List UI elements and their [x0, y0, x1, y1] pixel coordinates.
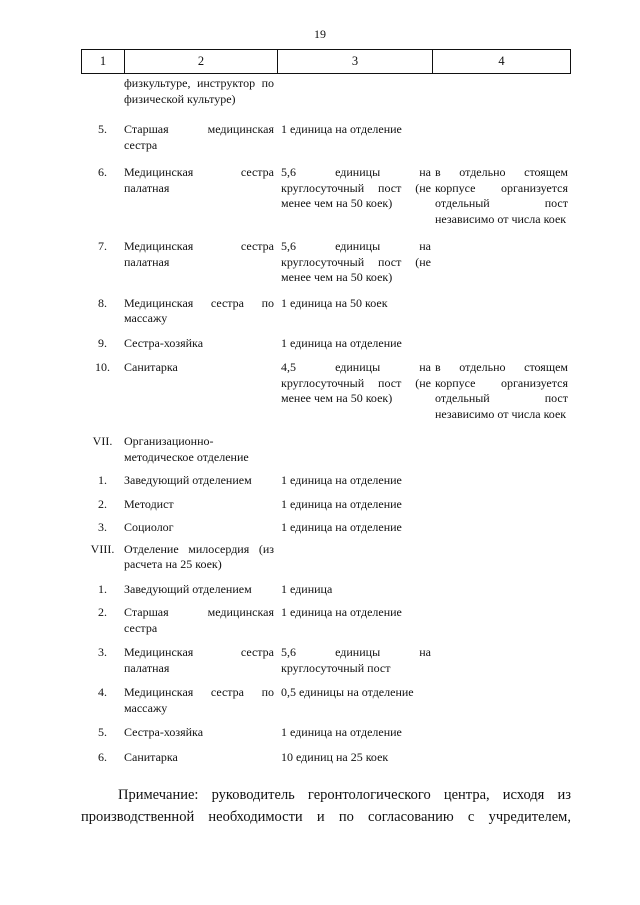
staff-norm: 0,5 единицы на отделение	[281, 685, 414, 699]
row-note	[431, 473, 568, 489]
staff-norm: 10 единиц на 25 коек	[281, 749, 389, 764]
row-number	[81, 76, 124, 107]
position-name: Заведующий отделением	[124, 473, 252, 487]
table-row	[81, 582, 571, 598]
row-number: 3.	[98, 645, 107, 659]
table-row	[81, 122, 571, 153]
staff-norm: 1 единица	[281, 581, 333, 596]
position-name: Заведующий отделением	[124, 581, 252, 596]
position-name: Санитарка	[124, 360, 178, 374]
staff-norm: 1 единица на отделение	[281, 605, 402, 619]
table-row	[81, 239, 571, 286]
table-row	[81, 296, 571, 327]
header-col-1: 1	[82, 50, 125, 73]
row-note	[431, 605, 568, 636]
position-name: Сестра-хозяйка	[124, 335, 204, 350]
table-row	[81, 645, 571, 676]
header-col-3: 3	[278, 50, 433, 73]
table-row	[81, 497, 571, 513]
row-note	[431, 239, 568, 286]
row-number: 1.	[98, 581, 107, 596]
table-row	[81, 473, 571, 489]
staff-norm: 1 единица на отделение	[281, 725, 402, 739]
row-note	[431, 122, 568, 153]
table-row	[81, 336, 571, 352]
staff-norm: 1 единица на отделение	[281, 122, 402, 136]
row-number: 5.	[98, 122, 107, 136]
staff-norm: 5,6 единицы на круглосуточный пост	[281, 645, 431, 675]
position-name: Методист	[124, 496, 174, 511]
table-row	[81, 434, 571, 465]
staff-norm: 1 единица на отделение	[281, 520, 402, 534]
section-title: Отделение милосердия (из расчета на 25 коек)	[124, 541, 274, 571]
header-col-2: 2	[125, 50, 278, 73]
table-row	[81, 360, 571, 422]
row-note	[431, 542, 568, 573]
position-name: Старшая медицинская сестра	[124, 605, 274, 635]
staff-norm	[277, 542, 431, 573]
position-name: Санитарка	[124, 749, 178, 764]
position-name: Сестра-хозяйка	[124, 725, 204, 739]
row-note: в отдельно стоящем корпусе организуется отдельный пост независимо от числа коек	[435, 360, 568, 421]
row-note	[431, 582, 568, 598]
staff-norm	[277, 76, 431, 107]
row-number: 6.	[98, 749, 107, 764]
row-number: VIII.	[90, 541, 115, 556]
row-number: 9.	[98, 335, 107, 350]
staff-norm	[277, 434, 431, 465]
table-row	[81, 76, 571, 107]
row-number: VII.	[92, 434, 113, 448]
table-row	[81, 750, 571, 766]
position-name: Медицинская сестра палатная	[124, 165, 274, 195]
position-name: Медицинская сестра по массажу	[124, 295, 274, 325]
position-name: Социолог	[124, 520, 174, 534]
row-number: 10.	[95, 360, 110, 374]
row-number: 1.	[98, 473, 107, 487]
table-row	[81, 725, 571, 741]
row-number: 6.	[98, 165, 107, 179]
footnote: Примечание: руководитель геронтологического центра, исходя из производственной необходимости и по согласованию с учредителем,	[81, 787, 571, 825]
row-note	[431, 645, 568, 676]
row-number: 7.	[98, 239, 107, 253]
row-note	[431, 520, 568, 536]
table-row	[81, 165, 571, 227]
header-col-4: 4	[498, 54, 505, 68]
row-number: 2.	[98, 496, 107, 511]
table-body	[81, 76, 571, 765]
row-number: 2.	[98, 605, 107, 619]
staff-norm: 1 единица на 50 коек	[281, 295, 388, 310]
row-note	[431, 76, 568, 107]
staff-norm: 5,6 единицы на круглосуточный пост (не менее чем на 50 коек)	[281, 239, 431, 284]
table-row	[81, 605, 571, 636]
row-number: 5.	[98, 725, 107, 739]
row-number: 8.	[98, 295, 107, 310]
table-row	[81, 685, 571, 716]
staff-norm: 5,6 единицы на круглосуточный пост (не менее чем на 50 коек)	[281, 165, 431, 210]
staff-norm: 1 единица на отделение	[281, 335, 402, 350]
table-row	[81, 520, 571, 536]
row-note	[431, 750, 568, 766]
row-note	[431, 434, 568, 465]
page-number: 19	[314, 27, 326, 41]
row-note: в отдельно стоящем корпусе организуется отдельный пост независимо от числа коек	[435, 165, 568, 226]
staff-norm: 1 единица на отделение	[281, 496, 402, 511]
row-number: 4.	[98, 685, 107, 699]
position-name: Старшая медицинская сестра	[124, 122, 274, 152]
staff-norm: 1 единица на отделение	[281, 473, 402, 487]
section-title: Организационно-методическое отделение	[124, 434, 249, 464]
row-note	[431, 336, 568, 352]
row-note	[431, 685, 568, 716]
row-note	[431, 725, 568, 741]
position-name: Медицинская сестра палатная	[124, 645, 274, 675]
staff-norm: 4,5 единицы на круглосуточный пост (не менее чем на 50 коек)	[281, 360, 431, 405]
table-row	[81, 542, 571, 573]
row-note	[431, 497, 568, 513]
position-name: Медицинская сестра по массажу	[124, 685, 274, 715]
table-header	[81, 49, 571, 74]
row-number: 3.	[98, 520, 107, 534]
row-note	[431, 296, 568, 327]
position-name: физкультуре, инструктор по физической культуре)	[124, 76, 274, 106]
position-name: Медицинская сестра палатная	[124, 239, 274, 269]
